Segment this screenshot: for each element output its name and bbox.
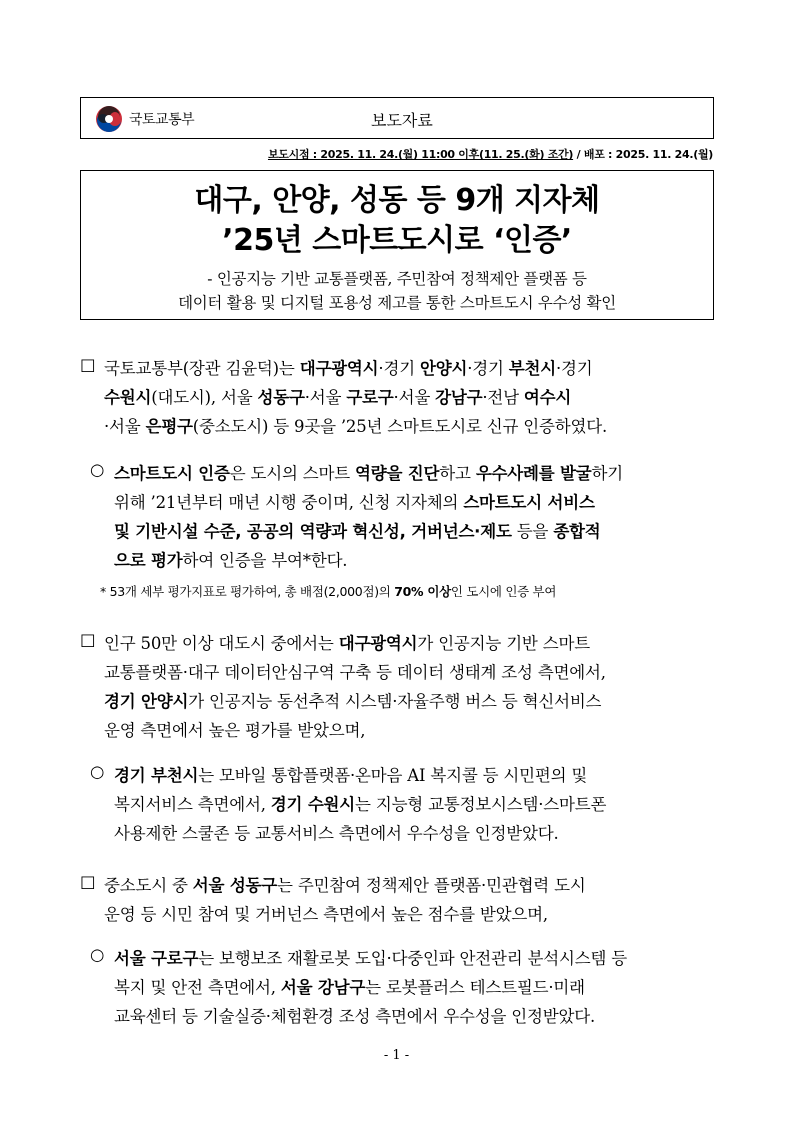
p1-line-3: ·서울 은평구(중소도시) 등 9곳을 ’25년 스마트도시로 신규 인증하였다. <box>104 417 608 436</box>
doc-type: 보도자료 <box>371 111 433 130</box>
p1-line-1: 국토교통부(장관 김윤덕)는 대구광역시·경기 안양시·경기 부천시·경기 <box>104 359 593 378</box>
p3-line-4: 운영 측면에서 높은 평가를 받았으며, <box>104 721 366 740</box>
p2-line-4: 으로 평가하여 인증을 부여*한다. <box>114 551 348 570</box>
p2-line-2: 위해 ’21년부터 매년 시행 중이며, 신청 지자체의 스마트도시 서비스 <box>114 493 595 512</box>
p4-line-1: 경기 부천시는 모바일 통합플랫폼·온마음 AI 복지콜 등 시민편의 및 <box>114 766 588 785</box>
square-bullet: □ <box>80 355 96 374</box>
p4-line-2: 복지서비스 측면에서, 경기 수원시는 지능형 교통정보시스템·스마트폰 <box>114 795 607 814</box>
title-box <box>80 170 714 320</box>
headline-line-2: ’25년 스마트도시로 ‘인증’ <box>222 223 572 258</box>
p2-line-1: 스마트도시 인증은 도시의 스마트 역량을 진단하고 우수사례를 발굴하기 <box>114 464 624 483</box>
p6-line-3: 교육센터 등 기술실증·체험환경 조성 측면에서 우수성을 인정받았다. <box>114 1007 596 1026</box>
subheadline-line-2: 데이터 활용 및 디지털 포용성 제고를 통한 스마트도시 우수성 확인 <box>178 294 616 312</box>
p3-line-2: 교통플랫폼·대구 데이터안심구역 구축 등 데이터 생태계 조성 측면에서, <box>104 663 606 682</box>
deploy-date: 배포 : 2025. 11. 24.(월) <box>583 148 713 161</box>
square-bullet: □ <box>80 630 96 649</box>
release-time: 보도시점 : 2025. 11. 24.(월) 11:00 이후(11. 25.(화) 조간) <box>267 148 574 161</box>
headline-line-1: 대구, 안양, 성동 등 9개 지자체 <box>194 183 600 218</box>
subheadline <box>81 267 713 315</box>
circle-bullet: ○ <box>90 762 105 781</box>
p5-line-1: 중소도시 중 서울 성동구는 주민참여 정책제안 플랫폼·민관협력 도시 <box>104 876 586 895</box>
p1-line-2: 수원시(대도시), 서울 성동구·서울 구로구·서울 강남구·전남 여수시 <box>104 388 572 407</box>
release-timing <box>268 146 713 162</box>
subheadline-line-1: - 인공지능 기반 교통플랫폼, 주민참여 정책제안 플랫폼 등 <box>207 270 587 288</box>
p3-line-1: 인구 50만 이상 대도시 중에서는 대구광역시가 인공지능 기반 스마트 <box>104 634 590 653</box>
p2-line-3: 및 기반시설 수준, 공공의 역량과 혁신성, 거버넌스·제도 등을 종합적 <box>114 522 601 541</box>
square-bullet: □ <box>80 872 96 891</box>
release-separator: / <box>573 148 584 161</box>
circle-bullet: ○ <box>90 460 105 479</box>
p6-line-2: 복지 및 안전 측면에서, 서울 강남구는 로봇플러스 테스트필드·미래 <box>114 978 585 997</box>
p4-line-3: 사용제한 스쿨존 등 교통서비스 측면에서 우수성을 인정받았다. <box>114 824 559 843</box>
footnote: * 53개 세부 평가지표로 평가하여, 총 배점(2,000점)의 70% 이상인 도시에 인증 부여 <box>100 584 557 599</box>
p3-line-3: 경기 안양시가 인공지능 동선추적 시스템·자율주행 버스 등 혁신서비스 <box>104 692 602 711</box>
circle-bullet: ○ <box>90 945 105 964</box>
page-number: - 1 - <box>383 1048 410 1063</box>
government-logo-icon <box>95 105 123 133</box>
p5-line-2: 운영 등 시민 참여 및 거버넌스 측면에서 높은 점수를 받았으며, <box>104 905 548 924</box>
p6-line-1: 서울 구로구는 보행보조 재활로봇 도입·다중인파 안전관리 분석시스템 등 <box>114 949 628 968</box>
headline <box>81 181 713 261</box>
org-name: 국토교통부 <box>129 112 195 128</box>
header-box <box>80 97 714 139</box>
